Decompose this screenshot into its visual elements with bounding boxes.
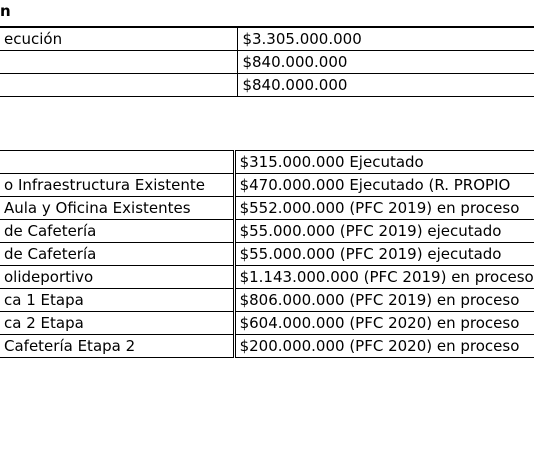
project-amount: $604.000.000 (PFC 2020) en proceso [234,312,534,335]
project-name: Aula y Oficina Existentes [0,197,234,220]
table-row [0,220,534,243]
project-amount: $55.000.000 (PFC 2019) ejecutado [234,220,534,243]
table-row [0,27,534,51]
budget-summary-table [0,26,534,97]
table-row [0,289,534,312]
table-row [0,243,534,266]
row-value: $840.000.000 [238,51,534,74]
project-amount: $315.000.000 Ejecutado [234,151,534,174]
project-name: ca 2 Etapa [0,312,234,335]
project-name: o Infraestructura Existente [0,174,234,197]
table-row [0,197,534,220]
project-name [0,151,234,174]
table-row [0,174,534,197]
table-row [0,74,534,97]
row-value: $3.305.000.000 [238,27,534,51]
project-amount: $470.000.000 Ejecutado (R. PROPIO [234,174,534,197]
row-label: ecución [0,27,238,51]
table-row [0,51,534,74]
row-label [0,51,238,74]
projects-table [0,150,534,358]
row-value: $840.000.000 [238,74,534,97]
row-label [0,74,238,97]
project-amount: $552.000.000 (PFC 2019) en proceso [234,197,534,220]
table-row [0,335,534,358]
project-amount: $55.000.000 (PFC 2019) ejecutado [234,243,534,266]
project-name: de Cafetería [0,243,234,266]
project-name: Cafetería Etapa 2 [0,335,234,358]
table-row [0,266,534,289]
project-amount: $1.143.000.000 (PFC 2019) en proceso [234,266,534,289]
project-amount: $806.000.000 (PFC 2019) en proceso [234,289,534,312]
section-heading: n [0,2,11,20]
project-name: olideportivo [0,266,234,289]
table-row [0,312,534,335]
project-amount: $200.000.000 (PFC 2020) en proceso [234,335,534,358]
project-name: ca 1 Etapa [0,289,234,312]
table-row [0,151,534,174]
project-name: de Cafetería [0,220,234,243]
